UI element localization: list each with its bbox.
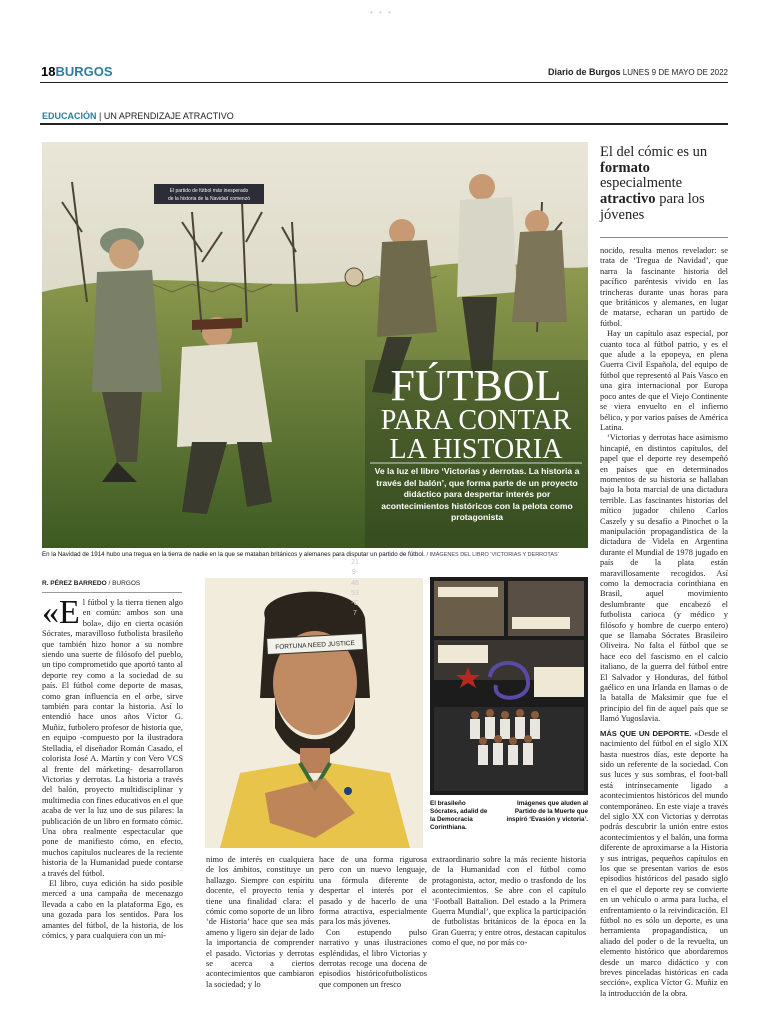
body-column-3	[319, 855, 427, 990]
muerte-caption: Imágenes que aluden al Partido de la Muerte que inspiró ‘Evasión y victoria’.	[506, 800, 588, 823]
right-paragraph-4-text: «Desde el nacimiento del fútbol en el siglo XIX hasta nuestros días, este deporte ha sido un referente de la sociedad. Con sus luces y sus sombras, el foot-ball está intrínsecamente ligado a acontecimientos históricos del mundo contemporáneo. En este viaje a través del siglo XX con Victorias y derrotas podrás descubrir la unión entre estos acontecimientos y el balón, una forma diferente de aproximarse a la Historia y sus intrigas, pequeños capítulos en los que se presentan varios de esos episodios históricos del pasado siglo en el que el deporte rey se convierte en un vehículo o arma para lucha, el enfrentamiento o la reivindicación. El fútbol no es sólo un deporte, es una herramienta propagandística, un aliado del poder o de la revuelta, un elemento histórico que abordaremos desde un marco didáctico y con breves pinceladas históricas en cada sección», explica Víctor G. Muñiz en la introducción de la obra.	[600, 728, 728, 998]
photo-credit-source: / IMÁGENES DEL LIBRO ‘VICTORIAS Y DERROTAS’	[426, 552, 559, 558]
photo-credit	[42, 551, 588, 558]
sidebar-bold-atractivo: atractivo	[600, 190, 656, 207]
right-column	[600, 246, 728, 999]
headband-text: FORTUNA NEED JUSTICE	[275, 639, 356, 652]
panel-caption-text: El partido de fútbol más inesperado	[169, 188, 249, 194]
newspaper-name: Diario de Burgos	[548, 67, 621, 77]
headline-line-1: FÚTBOL	[390, 361, 562, 410]
subhead-mas-que-un-deporte: MÁS QUE UN DEPORTE.	[600, 728, 692, 738]
svg-text:de la historia de la Navidad c: de la historia de la Navidad comenzó	[168, 196, 250, 202]
section-name: BURGOS	[55, 64, 113, 79]
socrates-illustration	[205, 578, 423, 848]
column-4-text: extraordinario sobre la más reciente historia de la Humanidad con el fútbol como protagonista, actor, medio o trasfondo de los acontecimientos. Se abre con el capítulo ‘Football Battalion. Del estado a la Primera Guerra Mundial’, que explica la participación de futbolistas británicos de la época en la Gran Guerra; y entre otros, destacan capítulos como el que, no por más co-	[432, 855, 586, 948]
column-3-paragraph-1: hace de una forma rigurosa pero con un nuevo lenguaje, una fórmula diferente de despertar el interés por el pasado y de hacerlo de una forma atractiva, especialmente para los más jóvenes.	[319, 855, 427, 927]
vertical-code: 219-4853-C7	[351, 559, 359, 618]
kicker-section: EDUCACIÓN	[42, 111, 97, 121]
right-paragraph-3: ‘Victorias y derrotas hace asimismo hincapié, en distintos capítulos, del papel que el deporte rey desempeñó en países que en determinados momentos de su historia se hallaban bajo la bota marcial de una dictadura terrible. Las fascinantes historias del mítico jugador chileno Carlos Caszely y su desafío a Pinochet o la manipulación propagandística de la dictadura de Videla en Argentina durante el Mundial de 1978 jugado en país de la plata están maravillosamente recogidos. Así como la democracia corinthiana en Brasil, aquel movimiento deslumbrante que encabezó el futbolista carioca (y médico y filósofo y hombre de cuerpo entero) que se llamaba Sócrates Brasileiro Oliveira. No falta el fútbol que se hace eco del fascismo en el calcio italiano, de la guerra del fútbol entre El Salvador y Honduras, del fútbol gaélico en una Irlanda en llamas o de la batalla de Maksimir que fue el principio del fin de aquel país que se llamó Yugoslavia.	[600, 433, 728, 724]
body-column-1	[42, 594, 183, 941]
body-column-4	[432, 855, 586, 949]
right-paragraph-4	[600, 729, 728, 1000]
football-ball	[345, 268, 363, 286]
right-paragraph-1: nocido, resulta menos revelador: se trata de ‘Tregua de Navidad’, que narra la fascinante historia del pacífico paréntesis vivido en las trincheras durante unas horas para que británicos y alemanes, en lugar de matarse, echaran un partido de fútbol.	[600, 246, 728, 328]
drop-cap: «E	[42, 594, 80, 631]
photo-credit-text: En la Navidad de 1914 hubo una tregua en la tierra de nadie en la que se mataban británicos y alemanes para disputar un partido de fútbol.	[42, 551, 425, 558]
sidebar-rule	[600, 237, 728, 238]
masthead	[548, 67, 728, 77]
headline-subtitle: Ve la luz el libro ‘Victorias y derrotas. La historia a través del balón’, que forma parte de un proyecto didáctico para despertar interés por acontecimientos históricos con la pelota como protagonista	[374, 466, 580, 523]
lead-text: l fútbol y la tierra tienen algo en común: ambos son una bola», dijo en cierta ocasión Sócrates, maravilloso futbolista brasileño que también hizo honor a su nombre siendo una suerte de filósofo del pueblo, un tipo comprometido que aportó tanto al deporte rey como a la sociedad de su país. El fútbol come deporte de masas, como gran influencia en el orbe, sirve también para contar la historia. Así lo entendió hace unos años Víctor G. Muñiz, futbolero profesor de historia que, en equipo -compuesto por la ilustradora Stelladia, el diseñador Román Casado, el colorista José A. Martín y con Vero VCS al frente del márketing- desarrollaron Victorias y derrotas. La historia a través del balón, proyecto multidisciplinar y multimedia con fines educativos en el que acaba de ver la luz uno de sus pilares: la publicación de un libro en formato cómic. Una obra realmente espectacular que pone de manifiesto cómo, en efecto, muchos capítulos nucleares de la reciente historia de la Humanidad puede contarse a través del fútbol.	[42, 598, 183, 878]
byline-place: / BURGOS	[108, 580, 141, 587]
column-3-paragraph-2: Con estupendo pulso narrativo y unas ilustraciones espléndidas, el libro Victorias y derrotas recoge una docena de episodios históricofutbolísticos que componen un fresco	[319, 927, 427, 989]
muerte-comic-page	[430, 577, 588, 795]
header-rule	[40, 82, 728, 83]
right-paragraph-2: Hay un capítulo asaz especial, por cuanto toca al fútbol patrio, y es el que alude a la epopeya, en plena Guerra Civil Española, del equipo de fútbol que representó al País Vasco en una gira internacional por Europa poco antes de que el Viejo Continente se viera envuelto en el infierno bélico, y por varios países de América Latina.	[600, 329, 728, 432]
body-column-2	[206, 855, 314, 990]
socrates-caption: El brasileño Sócrates, adalid de la Democracia Corinthiana.	[430, 800, 488, 831]
kicker-text: | UN APRENDIZAJE ATRACTIVO	[99, 111, 234, 121]
author-name: R. PÉREZ BARREDO	[42, 580, 107, 587]
hero-comic-illustration	[42, 142, 588, 548]
kicker-rule	[40, 123, 728, 125]
page-top-dots: • • •	[370, 8, 393, 17]
issue-date: LUNES 9 DE MAYO DE 2022	[622, 68, 728, 77]
headline-line-3: LA HISTORIA	[389, 434, 563, 465]
lead-paragraph	[42, 594, 183, 879]
muerte-comic-panels	[430, 577, 588, 795]
column-2-text: nimo de interés en cualquiera de los ámbitos, constituye un hallazgo. Siempre con espíritu docente, el proyecto tenía y tiene una finalidad clara: el cómic como soporte de un libro ‘de Historia’ hace que sea más ameno y ligero sin dejar de lado la importancia de comprender el pasado. Victorias y derrotas se acerca a ciertos acontecimientos que cambiaron la sociedad; y lo	[206, 855, 314, 989]
sidebar-headline: El del cómic es un formato especialmente atractivo para los jóvenes	[600, 144, 708, 223]
byline-rule	[42, 592, 182, 593]
sidebar-bold-formato: formato	[600, 159, 650, 176]
socrates-portrait	[205, 578, 423, 848]
kicker	[42, 111, 234, 121]
page-number: 18BURGOS	[41, 64, 113, 79]
headline-line-2: PARA CONTAR	[380, 405, 572, 436]
body-paragraph-2: El libro, cuya edición ha sido posible merced a una campaña de mecenazgo llevada a cabo en la plataforma Ego, es una gozada para los sentidos. Para los amantes del fútbol, de la historia, de los cómics, y para cualquiera con un mí-	[42, 878, 183, 940]
byline	[42, 580, 140, 587]
